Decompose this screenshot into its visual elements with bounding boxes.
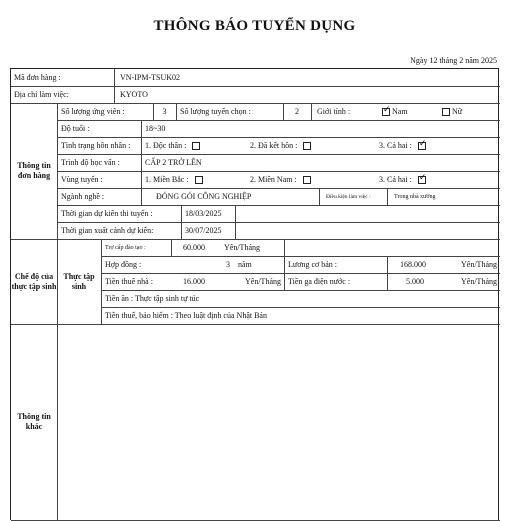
document-title: THÔNG BÁO TUYỂN DỤNG: [153, 18, 356, 34]
other-info-area[interactable]: [58, 325, 499, 519]
departure-date-value: 30/07/2025: [185, 225, 222, 235]
utilities-label: Tiền ga điện nước :: [288, 276, 351, 286]
section-other-info-title: Thông tin khác: [17, 412, 51, 431]
marital-married-label: 2. Đã kết hôn :: [250, 140, 298, 150]
utilities-unit: Yên/Tháng: [461, 276, 497, 286]
training-allowance-value: 60.000: [183, 242, 205, 252]
gender-male-option[interactable]: [379, 103, 439, 120]
rent-label: Tiền thuê nhà :: [105, 276, 153, 286]
candidate-qty-label: Số lượng ứng viên :: [61, 106, 125, 116]
marital-single-option[interactable]: [142, 137, 242, 154]
job-value: ĐÓNG GÓI CÔNG NGHIỆP: [156, 191, 252, 201]
marital-married-option[interactable]: [247, 137, 367, 154]
candidate-qty-value: 3: [162, 106, 167, 116]
selection-qty-value: 2: [295, 106, 299, 116]
section-benefits-title: Chế độ của thực tập sinh: [11, 271, 57, 291]
document-date: Ngày 12 tháng 2 năm 2025: [410, 56, 497, 65]
order-code-value: VN-IPM-TSUK02: [120, 72, 180, 82]
gender-female-label: Nữ: [452, 106, 463, 116]
section-intern-subtitle: Thực tập sinh: [63, 271, 95, 291]
order-code-label: Mã đơn hàng :: [14, 72, 61, 82]
marital-status-label: Tình trạng hôn nhân :: [61, 140, 131, 150]
checkbox-icon[interactable]: [195, 176, 203, 184]
age-label: Độ tuổi :: [61, 123, 90, 133]
region-both-option[interactable]: [376, 171, 476, 188]
contract-value: 3: [226, 259, 230, 269]
region-north-label: 1. Miền Bắc :: [145, 174, 189, 184]
marital-single-label: 1. Độc thân :: [145, 140, 187, 150]
marital-both-option[interactable]: [376, 137, 476, 154]
checkbox-icon[interactable]: [418, 176, 426, 184]
contract-unit: năm: [238, 259, 252, 269]
marital-both-label: 3. Cả hai :: [379, 140, 412, 150]
checkbox-icon[interactable]: [303, 142, 311, 150]
gender-female-option[interactable]: [439, 103, 499, 120]
gender-male-label: Nam: [392, 106, 408, 116]
region-label: Vùng tuyển :: [61, 174, 103, 184]
rent-value: 16.000: [183, 276, 205, 286]
food-cost-text: Tiền ăn : Thực tập sinh tự túc: [105, 293, 200, 303]
section-order-info-title: Thông tin đơn hàng: [17, 161, 51, 180]
base-salary-value: 168.000: [400, 259, 426, 269]
checkbox-icon[interactable]: [303, 176, 311, 184]
base-salary-unit: Yên/Tháng: [461, 259, 497, 269]
utilities-value: 5.000: [406, 276, 424, 286]
region-north-option[interactable]: [142, 171, 242, 188]
exam-date-label: Thời gian dự kiến thi tuyển :: [61, 208, 153, 218]
base-salary-label: Lương cơ bản :: [288, 259, 338, 269]
region-south-option[interactable]: [247, 171, 367, 188]
region-both-label: 3. Cả hai :: [379, 174, 412, 184]
checkbox-icon[interactable]: [192, 142, 200, 150]
rent-unit: Yên/Tháng: [245, 276, 281, 286]
training-allowance-label: Trợ cấp đào tạo :: [105, 244, 146, 251]
education-label: Trình độ học vấn :: [61, 157, 120, 167]
work-condition-value: Trong nhà xưởng: [394, 193, 436, 200]
checkbox-icon[interactable]: [418, 142, 426, 150]
checkbox-icon[interactable]: [382, 108, 390, 116]
work-place-value: KYOTO: [120, 89, 148, 99]
job-label: Ngành nghề :: [61, 191, 105, 201]
region-south-label: 2. Miền Nam :: [250, 174, 297, 184]
checkbox-icon[interactable]: [442, 108, 450, 116]
age-value: 18~30: [145, 123, 166, 133]
selection-qty-label: Số lượng tuyển chọn :: [180, 106, 251, 116]
work-place-label: Địa chỉ làm việc:: [14, 89, 69, 99]
tax-insurance-text: Tiền thuế, bảo hiểm : Theo luật định của Nhật Bản: [105, 310, 267, 320]
training-allowance-unit: Yên/Tháng: [224, 242, 260, 252]
work-condition-label: Điều kiện làm việc :: [326, 193, 371, 200]
departure-date-label: Thời gian xuất cảnh dự kiến:: [61, 225, 154, 235]
gender-label: Giới tính :: [317, 106, 351, 116]
contract-label: Hợp đồng :: [105, 259, 142, 269]
exam-date-value: 18/03/2025: [185, 208, 222, 218]
education-value: CẤP 2 TRỞ LÊN: [145, 157, 202, 167]
recruitment-form: [10, 68, 499, 520]
